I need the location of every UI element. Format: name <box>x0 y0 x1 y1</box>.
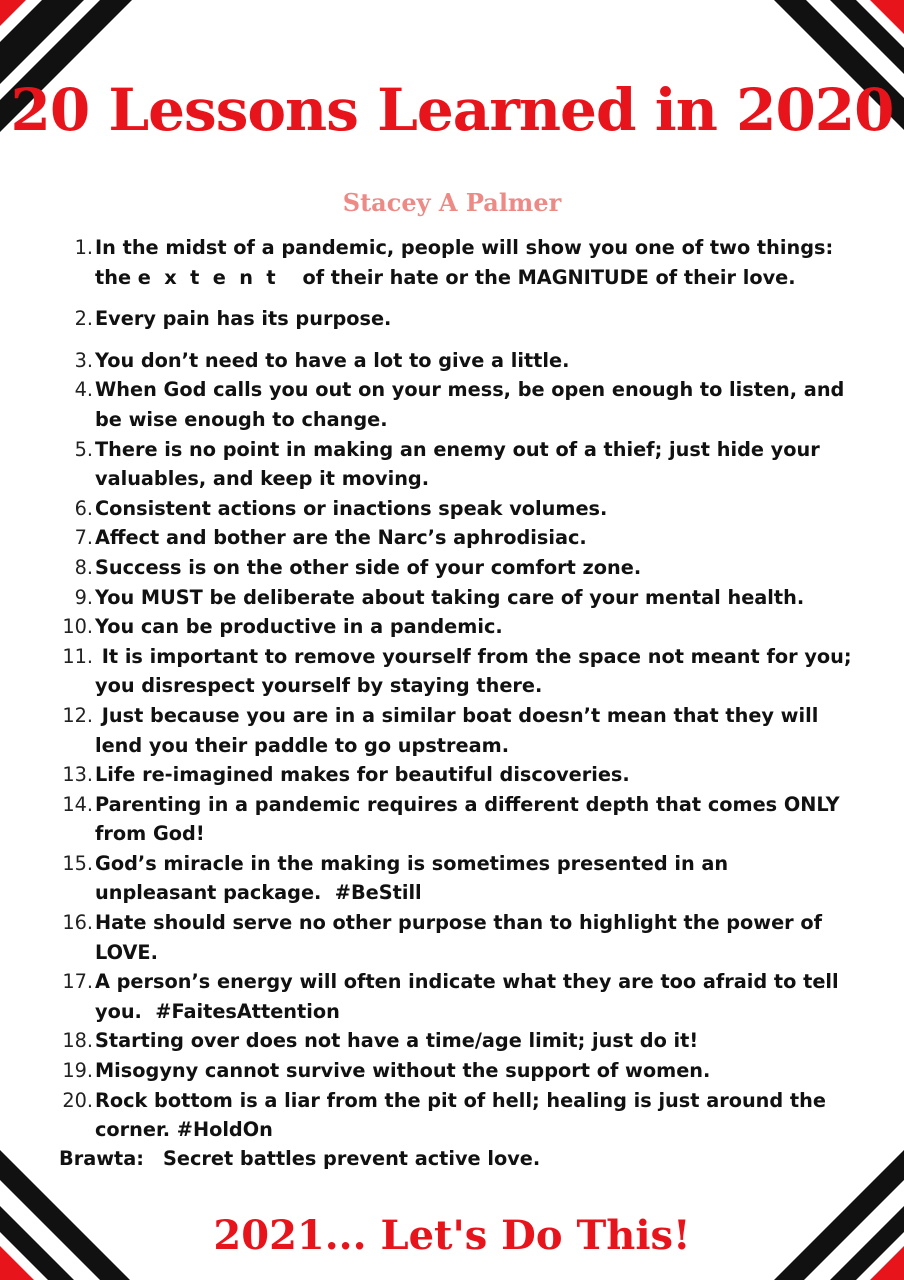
list-item <box>56 1026 856 1056</box>
list-item <box>56 790 856 849</box>
item-text: Misogyny cannot survive without the support of women. <box>95 1059 711 1083</box>
item-text: You can be productive in a pandemic. <box>95 615 503 639</box>
item-number: 20. <box>62 1088 93 1112</box>
item-text: God’s miracle in the making is sometimes presented in an unpleasant package. #BeStill <box>95 851 735 905</box>
item-text: When God calls you out on your mess, be open enough to listen, and be wise enough to change. <box>95 378 852 431</box>
list-item <box>56 1086 856 1145</box>
item-number: 19. <box>62 1059 93 1083</box>
item-number: 13. <box>62 763 93 787</box>
lessons-list <box>56 233 859 1145</box>
item-number: 16. <box>62 911 93 935</box>
item-text: Consistent actions or inactions speak volumes. <box>95 496 608 520</box>
item-text: In the midst of a pandemic, people will show you one of two things: the e x t e n t of their hate or the MAGNITUDE of their love. <box>95 236 840 289</box>
item-number: 1. <box>74 236 93 259</box>
footer-tagline: 2021... Let's Do This! <box>213 1212 691 1259</box>
page-title: 20 Lessons Learned in 2020 <box>10 76 894 144</box>
item-text: Success is on the other side of your comfort zone. <box>95 555 642 579</box>
list-item <box>56 908 856 967</box>
list-item <box>56 233 856 292</box>
item-text: Life re-imagined makes for beautiful discoveries. <box>95 763 630 787</box>
list-item <box>56 849 856 908</box>
item-number: 18. <box>62 1029 93 1053</box>
item-text: There is no point in making an enemy out of a thief; just hide your valuables, and keep it moving. <box>95 437 827 491</box>
item-number: 15. <box>62 851 93 875</box>
item-number: 12. <box>62 703 93 727</box>
item-text: You don’t need to have a lot to give a little. <box>95 348 570 372</box>
list-item <box>56 435 856 494</box>
item-number: 5. <box>74 437 93 461</box>
list-item <box>56 583 856 613</box>
item-text: Rock bottom is a liar from the pit of hell; healing is just around the corner. #HoldOn <box>95 1088 833 1142</box>
author-name: Stacey A Palmer <box>342 188 562 217</box>
item-number: 11. <box>62 644 93 668</box>
item-text: Affect and bother are the Narc’s aphrodisiac. <box>95 526 587 550</box>
list-item <box>56 760 856 790</box>
item-text: Parenting in a pandemic requires a different depth that comes ONLY from God! <box>95 792 847 846</box>
brawta-label: Brawta: <box>59 1147 144 1170</box>
list-item <box>56 1056 856 1086</box>
list-item <box>56 701 856 760</box>
item-number: 3. <box>74 348 93 372</box>
list-item <box>56 553 856 583</box>
item-number: 10. <box>62 615 93 639</box>
list-item <box>56 642 859 701</box>
item-number: 7. <box>74 526 93 550</box>
item-text: Hate should serve no other purpose than to highlight the power of LOVE. <box>95 911 829 964</box>
item-text: You MUST be deliberate about taking care of your mental health. <box>95 585 805 609</box>
brawta-line <box>59 1147 540 1170</box>
list-item <box>56 523 856 553</box>
list-item <box>56 346 856 376</box>
item-text: Just because you are in a similar boat doesn’t mean that they will lend you their paddle to go upstream. <box>95 703 826 757</box>
item-number: 17. <box>62 970 93 994</box>
item-text: Starting over does not have a time/age limit; just do it! <box>95 1029 699 1053</box>
item-number: 2. <box>74 307 93 331</box>
item-number: 6. <box>74 496 93 520</box>
item-text: Every pain has its purpose. <box>95 307 392 331</box>
list-item <box>56 612 856 642</box>
item-text: It is important to remove yourself from the space not meant for you; you disrespect yourself by staying there. <box>95 644 859 698</box>
item-number: 4. <box>74 378 93 402</box>
item-number: 9. <box>74 585 93 609</box>
list-item <box>56 375 856 434</box>
item-text: A person’s energy will often indicate what they are too afraid to tell you. #FaitesAttention <box>95 970 846 1023</box>
brawta-text: Secret battles prevent active love. <box>163 1147 541 1170</box>
item-number: 8. <box>74 555 93 579</box>
list-item <box>56 967 856 1026</box>
list-item <box>56 494 856 524</box>
item-number: 14. <box>62 792 93 816</box>
list-item <box>56 304 856 334</box>
